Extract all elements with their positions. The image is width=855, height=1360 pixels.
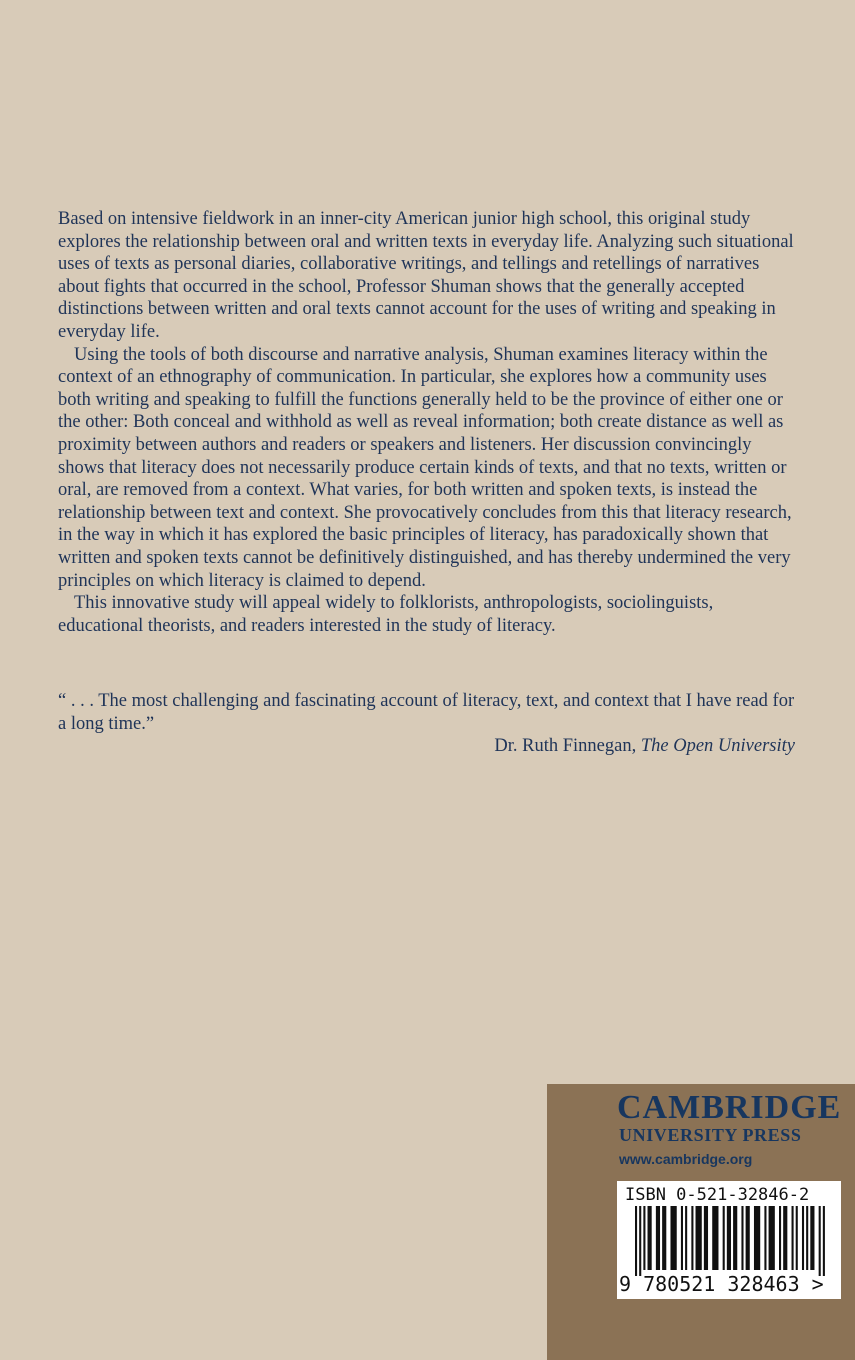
barcode-bar bbox=[802, 1206, 804, 1270]
barcode-bar bbox=[823, 1206, 825, 1276]
publisher-panel bbox=[547, 1084, 855, 1360]
barcode-bar bbox=[783, 1206, 787, 1270]
barcode-bar bbox=[764, 1206, 766, 1270]
review-affiliation: The Open University bbox=[640, 736, 795, 757]
review-attribution bbox=[58, 735, 798, 758]
barcode-bar bbox=[754, 1206, 760, 1270]
review-quote: “ . . . The most challenging and fascinating account of literacy, text, and context that I have read for a long time.” bbox=[58, 691, 795, 734]
barcode-bar bbox=[779, 1206, 781, 1270]
barcode-bar bbox=[796, 1206, 798, 1270]
barcode-bar bbox=[723, 1206, 725, 1270]
barcode-bar bbox=[662, 1206, 666, 1270]
barcode-bar bbox=[810, 1206, 814, 1270]
barcode-bar bbox=[685, 1206, 687, 1270]
barcode-bar bbox=[670, 1206, 676, 1270]
barcode-digits: 9 780521 328463 > bbox=[619, 1272, 824, 1296]
barcode-bar bbox=[712, 1206, 718, 1270]
barcode-bar bbox=[704, 1206, 708, 1270]
barcode-bar bbox=[681, 1206, 683, 1270]
barcode-bar bbox=[639, 1206, 641, 1276]
barcode-bar bbox=[792, 1206, 794, 1270]
barcode-bar bbox=[696, 1206, 702, 1270]
barcode-bar bbox=[733, 1206, 737, 1270]
publisher-subtitle: UNIVERSITY PRESS bbox=[619, 1125, 802, 1145]
isbn-label: ISBN 0-521-32846-2 bbox=[625, 1185, 810, 1205]
barcode-bar bbox=[635, 1206, 637, 1276]
barcode-bar bbox=[656, 1206, 660, 1270]
back-cover-blurb bbox=[58, 208, 798, 637]
review-author: Dr. Ruth Finnegan, bbox=[494, 736, 637, 757]
barcode-bar bbox=[819, 1206, 821, 1276]
blurb-paragraph-1: Based on intensive fieldwork in an inner-city American junior high school, this original study explores the relationship between oral and written texts in everyday life. Analyzing such situational uses of texts as personal diaries, collaborative writings, and tellings and retellings of narratives about fights that occurred in the school, Professor Shuman shows that the generally accepted distinctions between written and oral texts cannot account for the uses of writing and speaking in everyday life. bbox=[58, 209, 794, 342]
barcode-bar bbox=[643, 1206, 645, 1270]
barcode-bar bbox=[648, 1206, 652, 1270]
review-quote-block bbox=[58, 690, 798, 758]
barcode-bar bbox=[806, 1206, 808, 1270]
barcode-bar bbox=[746, 1206, 750, 1270]
barcode-icon bbox=[635, 1206, 827, 1276]
barcode-box bbox=[617, 1181, 841, 1299]
blurb-paragraph-2: Using the tools of both discourse and narrative analysis, Shuman examines literacy within the context of an ethnography of communication. In particular, she explores how a community uses both writing and speaking to fulfill the functions generally held to be the province of either one or the other: Both conceal and withhold as well as reveal information; both create distance as well as proximity between authors and readers or speakers and listeners. Her discussion convincingly shows that literacy does not necessarily produce certain kinds of texts, and that no texts, written or oral, are removed from a context. What varies, for both written and spoken texts, is instead the relationship between text and context. She provocatively concludes from this that literacy research, in the way in which it has explored the basic principles of literacy, has paradoxically shown that written and spoken texts cannot be definitively distinguished, and has thereby undermined the very principles on which literacy is claimed to depend. bbox=[58, 344, 792, 591]
publisher-url: www.cambridge.org bbox=[619, 1151, 753, 1167]
blurb-paragraph-3: This innovative study will appeal widely to folklorists, anthropologists, sociolinguists, educational theorists, and readers interested in the study of literacy. bbox=[58, 593, 714, 636]
barcode-bar bbox=[727, 1206, 731, 1270]
publisher-name: CAMBRIDGE bbox=[617, 1089, 842, 1126]
barcode-bar bbox=[769, 1206, 775, 1270]
barcode-bar bbox=[691, 1206, 693, 1270]
barcode-bar bbox=[741, 1206, 743, 1270]
